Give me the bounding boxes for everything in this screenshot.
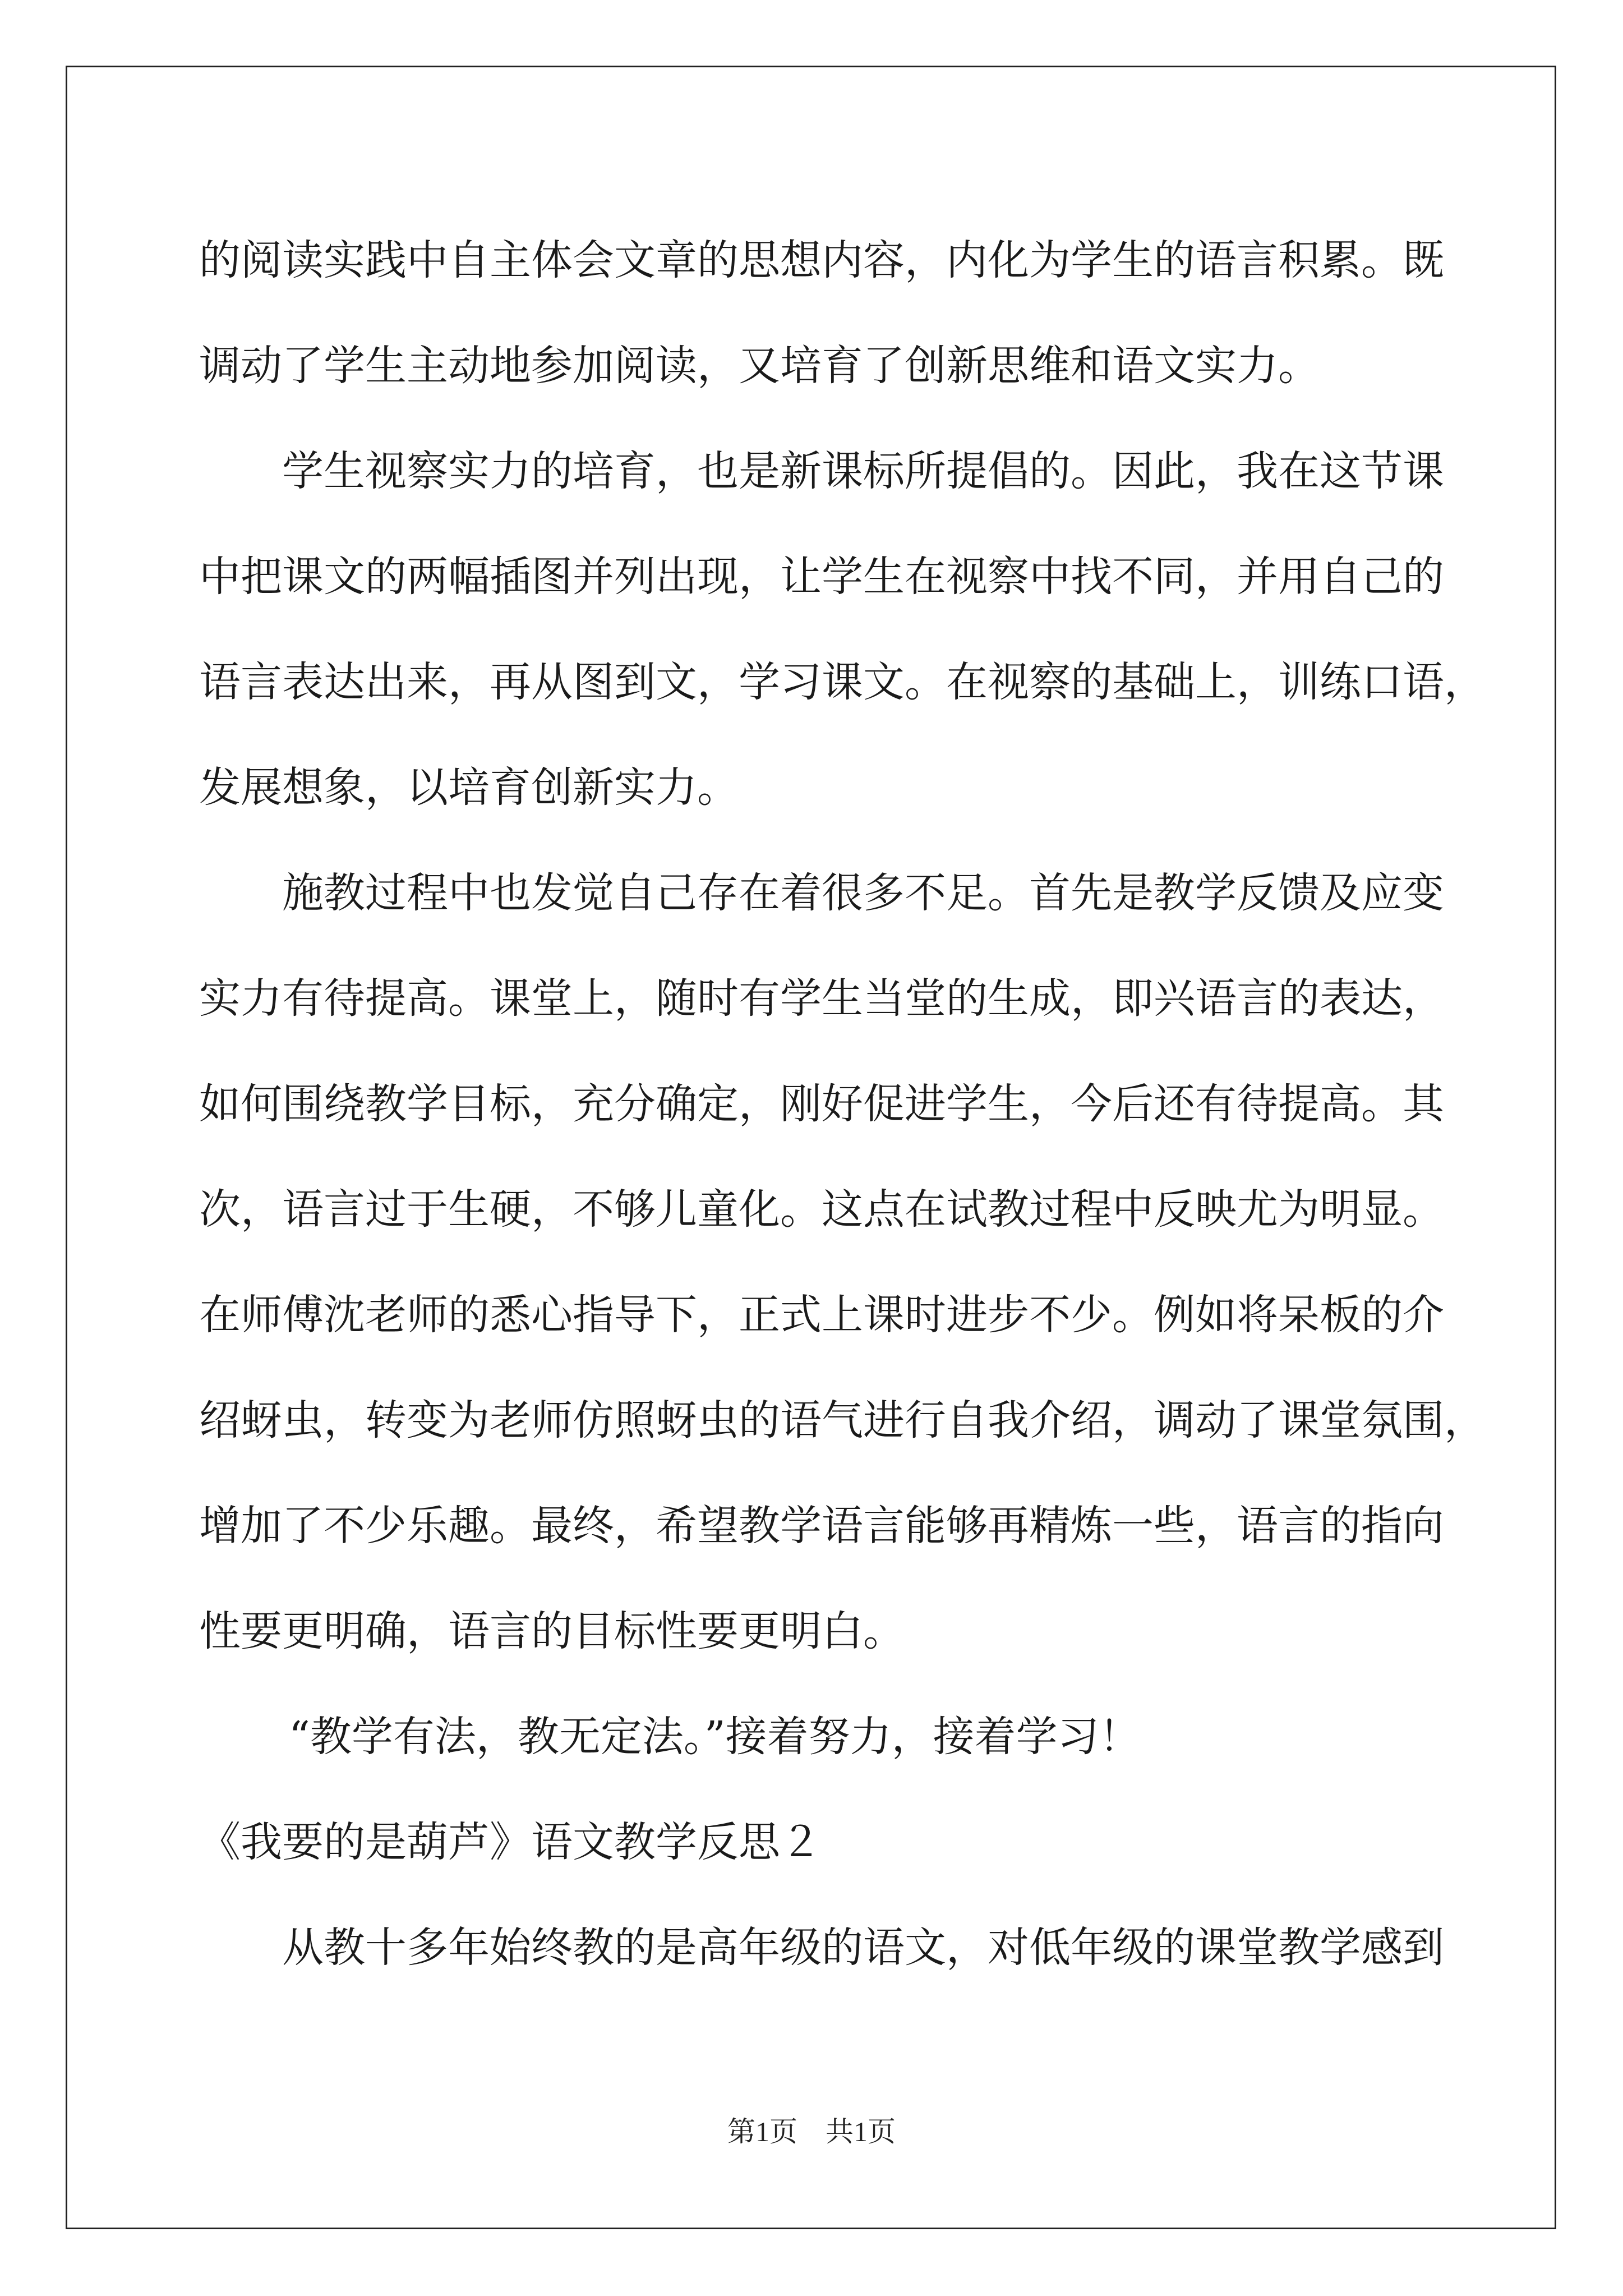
paragraph-line: 学生视察实力的培育，也是新课标所提倡的。因此，我在这节课 [282,447,1444,495]
paragraph-line: 中把课文的两幅插图并列出现，让学生在视察中找不同，并用自己的 [199,553,1444,601]
paragraph-line: 性要更明确，语言的目标性要更明白。 [199,1607,905,1655]
paragraph-line: 发展想象，以培育创新实力。 [199,763,739,812]
section-heading: 《我要的是葫芦》语文教学反思２ [199,1818,822,1866]
paragraph-line: 语言表达出来，再从图到文，学习课文。在视察的基础上，训练口语， [199,658,1486,706]
quote-line: “教学有法，教无定法。”接着努力，接着学习！ [289,1713,1141,1761]
paragraph-line: 次，语言过于生硬，不够儿童化。这点在试教过程中反映尤为明显。 [199,1185,1444,1234]
paragraph-line: 如何围绕教学目标，充分确定，刚好促进学生，今后还有待提高。其 [199,1080,1444,1128]
paragraph-line: 的阅读实践中自主体会文章的思想内容，内化为学生的语言积累。既 [199,236,1444,284]
paragraph-line: 增加了不少乐趣。最终，希望教学语言能够再精炼一些，语言的指向 [199,1502,1444,1550]
paragraph-line: 实力有待提高。课堂上，随时有学生当堂的生成，即兴语言的表达， [199,974,1444,1023]
paragraph-line: 调动了学生主动地参加阅读，又培育了创新思维和语文实力。 [199,342,1320,390]
paragraph-line: 施教过程中也发觉自己存在着很多不足。首先是教学反馈及应变 [282,869,1444,917]
paragraph-line: 绍蚜虫，转变为老师仿照蚜虫的语气进行自我介绍，调动了课堂氛围， [199,1396,1486,1444]
document-body [199,208,1486,2000]
page-footer: 第1页 共1页 [727,2116,896,2147]
paragraph-line: 在师傅沈老师的悉心指导下，正式上课时进步不少。例如将呆板的介 [199,1291,1444,1339]
paragraph-line: 从教十多年始终教的是高年级的语文，对低年级的课堂教学感到 [282,1924,1444,1972]
